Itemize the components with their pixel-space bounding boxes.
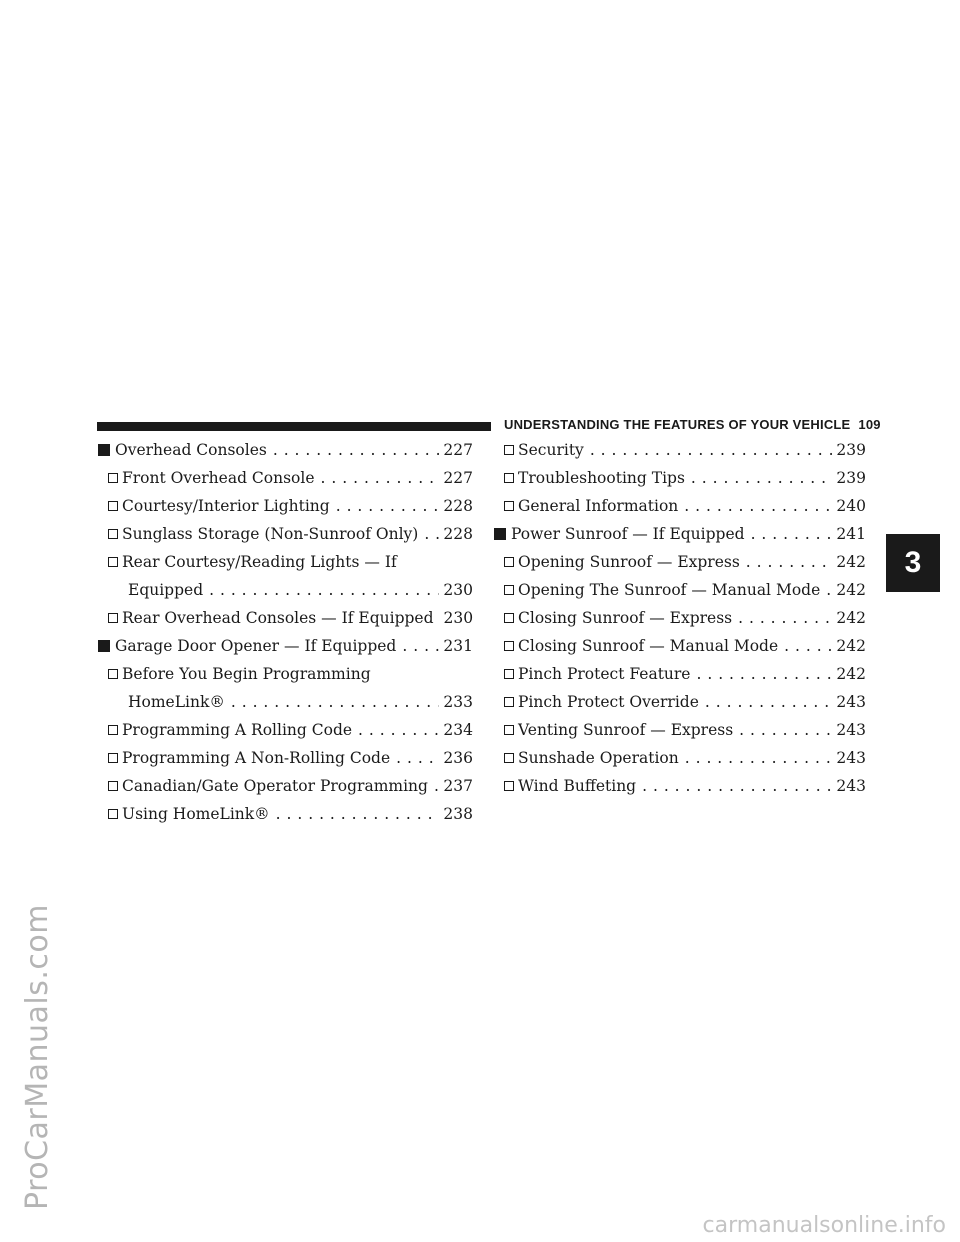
hollow-square-bullet-icon [504,725,514,735]
toc-entry-title: Security [518,441,584,459]
hollow-square-bullet-icon [504,613,514,623]
toc-entry[interactable] [494,520,866,548]
toc-entry[interactable] [494,632,866,660]
filled-square-bullet-icon [494,528,506,540]
chapter-tab [886,534,940,592]
dot-leader [231,688,440,716]
chapter-number: 3 [904,546,922,579]
hollow-square-bullet-icon [504,585,514,595]
hollow-square-bullet-icon [108,613,118,623]
toc-page-number: 242 [836,553,866,571]
dot-leader [705,688,833,716]
dot-leader [209,576,439,604]
toc-entry[interactable] [98,520,473,548]
toc-entry[interactable] [494,436,866,464]
toc-entry[interactable] [98,716,473,744]
toc-entry-title: Opening The Sunroof — Manual Mode [518,581,821,599]
toc-entry-title: Overhead Consoles [115,441,267,459]
dot-leader [336,492,440,520]
toc-entry-title: Closing Sunroof — Express [518,609,733,627]
toc-page-number: 240 [836,497,866,515]
toc-page-number: 231 [443,637,473,655]
toc-page-number: 233 [443,693,473,711]
toc-page-number: 243 [836,721,866,739]
toc-entry-title: Power Sunroof — If Equipped [511,525,745,543]
toc-entry[interactable] [98,800,473,828]
toc-page-number: 243 [836,777,866,795]
toc-entry-title: Closing Sunroof — Manual Mode [518,637,779,655]
dot-leader [738,604,832,632]
hollow-square-bullet-icon [504,669,514,679]
toc-page-number: 230 [443,609,474,627]
hollow-square-bullet-icon [108,669,118,679]
toc-entry[interactable] [494,744,866,772]
toc-page-number: 236 [443,749,473,767]
hollow-square-bullet-icon [504,753,514,763]
dot-leader [424,520,439,548]
toc-entry-title: Using HomeLink® [122,805,270,823]
toc-entry[interactable] [494,492,866,520]
toc-entry[interactable] [98,492,473,520]
toc-page-number: 238 [443,805,473,823]
toc-page-number: 241 [836,525,866,543]
watermark-procarmanuals: ProCarManuals.com [20,903,55,1210]
toc-page-number: 242 [836,609,866,627]
dot-leader [434,772,439,800]
dot-leader [358,716,439,744]
running-header [504,417,881,432]
dot-leader [739,716,832,744]
toc-entry[interactable] [494,548,866,576]
hollow-square-bullet-icon [504,557,514,567]
toc-page-number: 227 [443,441,473,459]
hollow-square-bullet-icon [108,725,118,735]
toc-page-number: 242 [836,665,866,683]
toc-entry[interactable] [98,632,473,660]
hollow-square-bullet-icon [504,781,514,791]
hollow-square-bullet-icon [108,753,118,763]
toc-entry[interactable] [98,604,473,632]
dot-leader [746,548,833,576]
toc-entry[interactable] [98,660,473,716]
toc-entry-title: Programming A Non-Rolling Code [122,749,391,767]
toc-entry-title: Rear Courtesy/Reading Lights — If [122,553,397,571]
dot-leader [273,436,440,464]
toc-entry[interactable] [494,604,866,632]
toc-entry[interactable] [98,744,473,772]
toc-entry-title: Pinch Protect Feature [518,665,691,683]
toc-entry-title: Wind Buffeting [518,777,637,795]
hollow-square-bullet-icon [504,473,514,483]
toc-entry[interactable] [494,464,866,492]
toc-entry[interactable] [494,576,866,604]
hollow-square-bullet-icon [504,445,514,455]
page-number: 109 [858,417,881,432]
watermark-carmanualsonline: carmanualsonline.info [702,1213,946,1238]
toc-page-number: 228 [443,497,473,515]
toc-page-number: 239 [836,469,866,487]
toc-right-column [494,436,866,800]
toc-entry-title-continued: Equipped [128,581,204,599]
hollow-square-bullet-icon [504,697,514,707]
toc-entry[interactable] [494,772,866,800]
dot-leader [684,492,832,520]
toc-entry-title: Opening Sunroof — Express [518,553,740,571]
section-title: UNDERSTANDING THE FEATURES OF YOUR VEHICLE [504,417,851,432]
hollow-square-bullet-icon [108,473,118,483]
toc-entry-title: Canadian/Gate Operator Programming [122,777,428,795]
toc-entry-title: Pinch Protect Override [518,693,699,711]
toc-entry-title: Venting Sunroof — Express [518,721,734,739]
dot-leader [685,744,833,772]
toc-page-number: 228 [443,525,473,543]
header-rule-bar [97,422,491,431]
filled-square-bullet-icon [98,640,110,652]
dot-leader [826,576,832,604]
toc-entry-title: Troubleshooting Tips [518,469,685,487]
dot-leader [691,464,833,492]
dot-leader [402,632,439,660]
toc-entry[interactable] [98,548,473,604]
toc-page-number: 243 [836,693,866,711]
hollow-square-bullet-icon [108,529,118,539]
toc-entry-title: Courtesy/Interior Lighting [122,497,330,515]
toc-entry[interactable] [494,660,866,688]
toc-page-number: 230 [443,581,473,599]
toc-entry[interactable] [98,436,473,464]
toc-entry-title-continued: HomeLink® [128,693,225,711]
hollow-square-bullet-icon [504,501,514,511]
filled-square-bullet-icon [98,444,110,456]
dot-leader [696,660,832,688]
toc-page-number: 242 [836,581,866,599]
toc-left-column [98,436,473,828]
hollow-square-bullet-icon [108,501,118,511]
toc-entry[interactable] [494,688,866,716]
hollow-square-bullet-icon [108,557,118,567]
toc-page-number: 234 [443,721,473,739]
toc-entry-title: Front Overhead Console [122,469,315,487]
dot-leader [784,632,832,660]
dot-leader [590,436,833,464]
hollow-square-bullet-icon [108,809,118,819]
toc-entry-title: General Information [518,497,679,515]
toc-entry-title: Programming A Rolling Code [122,721,353,739]
hollow-square-bullet-icon [108,781,118,791]
toc-page-number: 227 [443,469,473,487]
toc-entry[interactable] [98,772,473,800]
toc-entry-title: Rear Overhead Consoles — If Equipped [122,609,434,627]
toc-entry[interactable] [98,464,473,492]
dot-leader [751,520,833,548]
toc-page-number: 239 [836,441,866,459]
hollow-square-bullet-icon [504,641,514,651]
toc-page-number: 237 [443,777,473,795]
toc-page-number: 243 [836,749,866,767]
toc-entry-title: Before You Begin Programming [122,665,371,683]
dot-leader [321,464,440,492]
dot-leader [276,800,440,828]
dot-leader [396,744,439,772]
toc-page-number: 242 [836,637,866,655]
toc-entry-title: Sunshade Operation [518,749,679,767]
toc-entry-title: Garage Door Opener — If Equipped [115,637,397,655]
toc-entry[interactable] [494,716,866,744]
dot-leader [642,772,832,800]
toc-entry-title: Sunglass Storage (Non-Sunroof Only) [122,525,419,543]
